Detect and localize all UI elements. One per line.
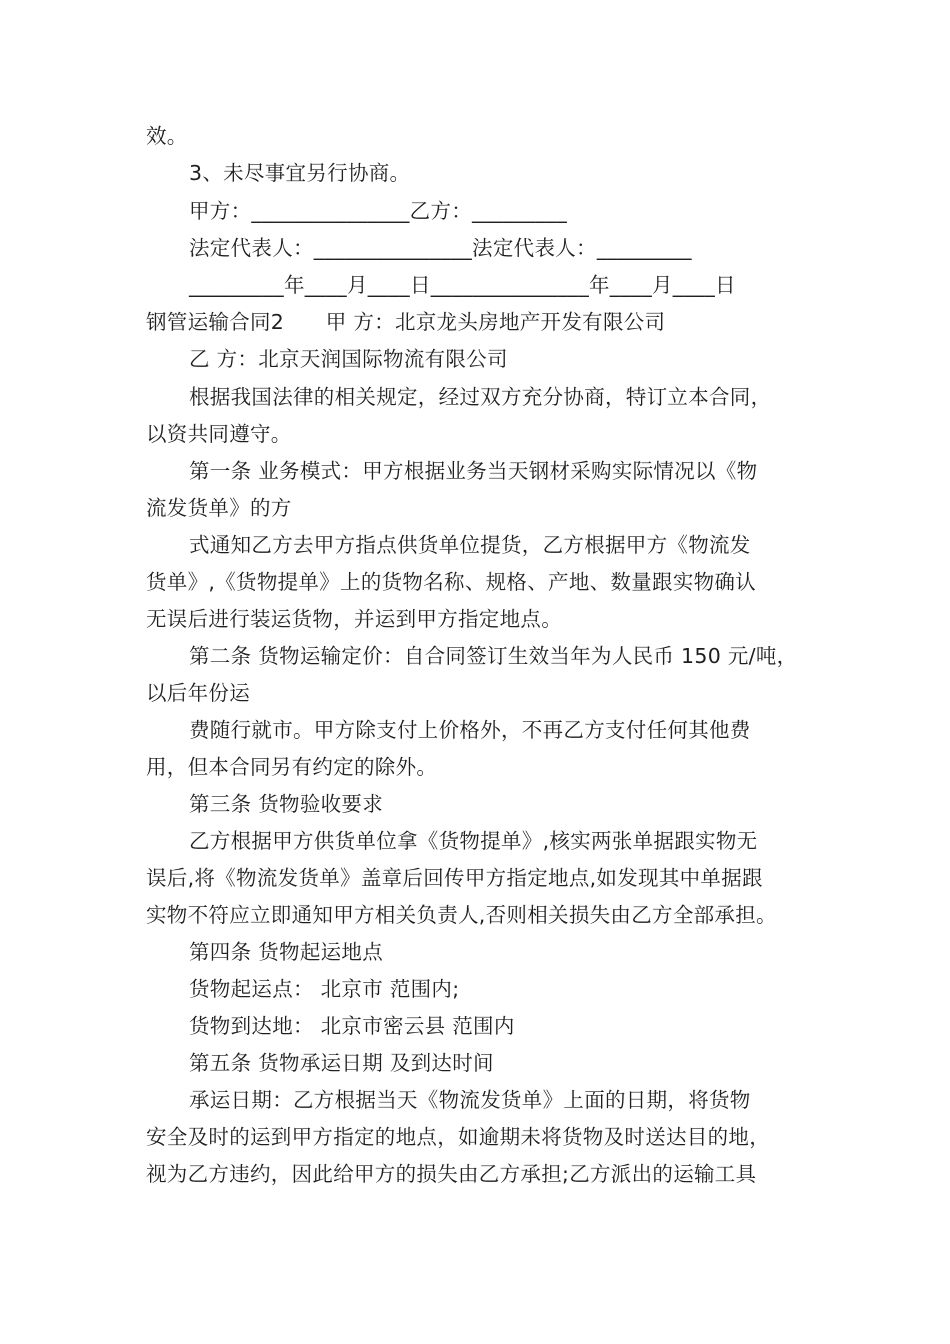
text-line: 效。 (146, 124, 188, 148)
text-line: 视为乙方违约，因此给甲方的损失由乙方承担;乙方派出的运输工具 (146, 1162, 757, 1186)
text-line: 甲方：_______________乙方：_________ (189, 199, 567, 223)
text-line: 乙方根据甲方供货单位拿《货物提单》,核实两张单据跟实物无 (189, 829, 758, 853)
text-line: 用，但本合同另有约定的除外。 (146, 755, 438, 779)
text-line: 流发货单》的方 (146, 496, 292, 520)
text-line: 法定代表人：_______________法定代表人：_________ (189, 236, 692, 260)
text-line: 货单》,《货物提单》上的货物名称、规格、产地、数量跟实物确认 (146, 570, 757, 594)
text-line: 乙 方：北京天润国际物流有限公司 (189, 347, 508, 371)
text-line: 安全及时的运到甲方指定的地点，如逾期未将货物及时送达目的地， (146, 1125, 770, 1149)
text-line: 无误后进行装运货物，并运到甲方指定地点。 (146, 607, 562, 631)
text-line: 误后,将《物流发货单》盖章后回传甲方指定地点,如发现其中单据跟 (146, 866, 763, 890)
text-line: 承运日期：乙方根据当天《物流发货单》上面的日期，将货物 (189, 1088, 751, 1112)
text-line: 3、未尽事宜另行协商。 (189, 161, 411, 185)
text-line: 以资共同遵守。 (146, 422, 292, 446)
text-line: 第五条 货物承运日期 及到达时间 (189, 1051, 494, 1075)
text-line: 第三条 货物验收要求 (189, 792, 384, 816)
text-line: 钢管运输合同2 甲 方：北京龙头房地产开发有限公司 (146, 310, 666, 334)
text-line: 第二条 货物运输定价：自合同签订生效当年为人民币 150 元/吨， (189, 644, 798, 668)
text-line: 式通知乙方去甲方指点供货单位提货，乙方根据甲方《物流发 (189, 533, 751, 557)
text-line: 费随行就市。甲方除支付上价格外，不再乙方支付任何其他费 (189, 718, 751, 742)
text-line: 以后年份运 (146, 681, 250, 705)
text-line: _________年____月____日_______________年____月____日 (189, 273, 736, 297)
text-line: 实物不符应立即通知甲方相关负责人,否则相关损失由乙方全部承担。 (146, 903, 777, 927)
text-line: 货物到达地： 北京市密云县 范围内 (189, 1014, 515, 1038)
text-line: 第四条 货物起运地点 (189, 940, 384, 964)
text-line: 货物起运点： 北京市 范围内; (189, 977, 460, 1001)
text-line: 第一条 业务模式：甲方根据业务当天钢材采购实际情况以《物 (189, 459, 758, 483)
text-line: 根据我国法律的相关规定，经过双方充分协商，特订立本合同， (189, 385, 772, 409)
